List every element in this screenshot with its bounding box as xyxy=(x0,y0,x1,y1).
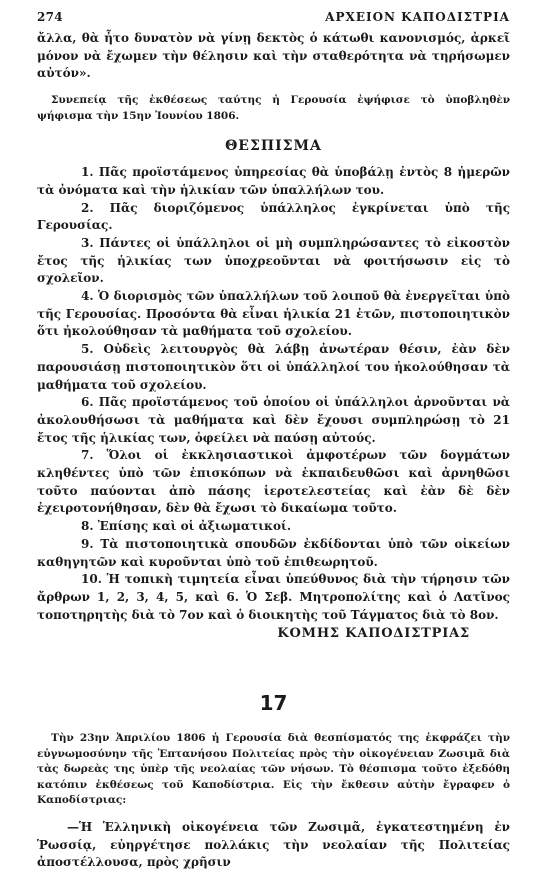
article-3: 3. Πάντες οἱ ὑπάλληλοι οἱ μὴ συμπληρώσαντες τὸ εἰκοστὸν ἔτος τῆς ἡλικίας των ὑποχρεοῦνται νὰ φοιτήσωσιν εἰς τὸ σχολεῖον. xyxy=(37,235,510,286)
decree-articles xyxy=(37,164,510,624)
signature: ΚΟΜΗΣ ΚΑΠΟΔΙΣΤΡΙΑΣ xyxy=(277,626,470,642)
article-2: 2. Πᾶς διοριζόμενος ὑπάλληλος ἐγκρίνεται ὑπὸ τῆς Γερουσίας. xyxy=(37,200,510,233)
running-title: ΑΡΧΕΙΟΝ ΚΑΠΟΔΙΣΤΡΙΑ xyxy=(325,10,510,24)
decree-heading: ΘΕΣΠΙΣΜΑ xyxy=(225,138,322,155)
article-10: 10. Ἡ τοπικὴ τιμητεία εἶναι ὑπεύθυνος διὰ τὴν τήρησιν τῶν ἄρθρων 1, 2, 3, 4, 5, καὶ 6. Ὁ Σεβ. Μητροπολίτης καὶ ὁ Λατῖνος τοποτηρητὴς διὰ τὸ 7ον καὶ ὁ διοικητὴς τοῦ Τάγματος διὰ τὸ 8ον. xyxy=(37,572,510,622)
article-7: 7. Ὅλοι οἱ ἐκκλησιαστικοὶ ἀμφοτέρων τῶν δογμάτων κληθέντες ὑπὸ τῶν ἐπισκόπων νὰ ἐκπαιδευθῶσι καὶ ἀρνηθῶσι τοῦτο παύονται ἀπὸ πάσης ἱεροτελεστείας καὶ ἐὰν δὲ δὲν ἐχειροτονήθησαν, δὲν θὰ ἔχωσι τὸ δικαίωμα τοῦτο. xyxy=(37,448,510,516)
document-number: 17 xyxy=(259,691,288,716)
running-header xyxy=(37,6,510,28)
article-6: 6. Πᾶς προϊστάμενος τοῦ ὁποίου οἱ ὑπάλληλοι ἀρνοῦνται νὰ ἀκολουθήσωσι τὰ μαθήματα καὶ δὲν ἔχουσι συμπληρώσῃ τὸ 21 ἔτος τῆς ἡλικίας των, ὀφείλει νὰ παύσῃ αὐτούς. xyxy=(37,395,510,445)
document-intro: Τὴν 23ην Ἀπριλίου 1806 ἡ Γερουσία διὰ θεσπίσματός της ἐκφράζει τὴν εὐγνωμοσύνην τῆς Ἑπτανήσου Πολιτείας πρὸς τὴν οἰκογένειαν Ζωσιμᾶ διὰ τὰς δωρεὰς της ὑπὲρ τῆς νεολαίας τῶν νήσων. Τὸ θέσπισμα τοῦτο ἐξεδόθη κατόπιν ἐκθέσεως τοῦ Καποδίστρια. Εἰς τὴν ἔκθεσιν αὐτὴν ἔγραφεν ὁ Καποδίστριας: xyxy=(37,732,510,807)
article-5: 5. Οὐδεὶς λειτουργὸς θὰ λάβῃ ἀνωτέραν θέσιν, ἐὰν δὲν παρουσιάσῃ πιστοποιητικὸν ὅτι οἱ ὑπάλληλοί του ἠκολούθησαν τὰ μαθήματα τοῦ σχολείου. xyxy=(37,342,510,392)
page-number: 274 xyxy=(37,10,63,24)
continuation-paragraph: ἄλλα, θὰ ἦτο δυνατὸν νὰ γίνῃ δεκτὸς ὁ κάτωθι κανονισμός, ἀρκεῖ μόνον νὰ ἔχωμεν τὴν θέλησιν καὶ τὴν σταθερότητα νὰ τηρήσωμεν αὐτόν». xyxy=(37,31,510,81)
intro-note: Συνεπείᾳ τῆς ἐκθέσεως ταύτης ἡ Γερουσία ἐψήφισε τὸ ὑποβληθὲν ψήφισμα τὴν 15ην Ἰουνίου 1806. xyxy=(37,94,510,122)
quote-paragraph: —Ἡ Ἑλληνικὴ οἰκογένεια τῶν Ζωσιμᾶ, ἐγκατεστημένη ἐν Ῥωσσίᾳ, εὐηργέτησε πολλάκις τὴν νεολαίαν τῆς Πολιτείας ἀποστέλλουσα, πρὸς χρῆσιν xyxy=(37,819,510,870)
article-9: 9. Τὰ πιστοποιητικὰ σπουδῶν ἐκδίδονται ὑπὸ τῶν οἰκείων καθηγητῶν καὶ κυροῦνται ὑπὸ τοῦ ἐπιθεωρητοῦ. xyxy=(37,536,510,569)
article-8: 8. Ἐπίσης καὶ οἱ ἀξιωματικοί. xyxy=(81,519,292,534)
article-1: 1. Πᾶς προϊστάμενος ὑπηρεσίας θὰ ὑποβάλῃ ἐντὸς 8 ἡμερῶν τὰ ὀνόματα καὶ τὴν ἡλικίαν τῶν ὑπαλλήλων του. xyxy=(37,165,510,197)
article-4: 4. Ὁ διορισμὸς τῶν ὑπαλλήλων τοῦ λοιποῦ θὰ ἐνεργεῖται ὑπὸ τῆς Γερουσίας. Προσόντα θὰ εἶναι ἡλικία 21 ἐτῶν, πιστοποιητικὸν ὅτι ἠκολούθησαν τὰ μαθήματα τοῦ σχολείου. xyxy=(37,289,510,339)
